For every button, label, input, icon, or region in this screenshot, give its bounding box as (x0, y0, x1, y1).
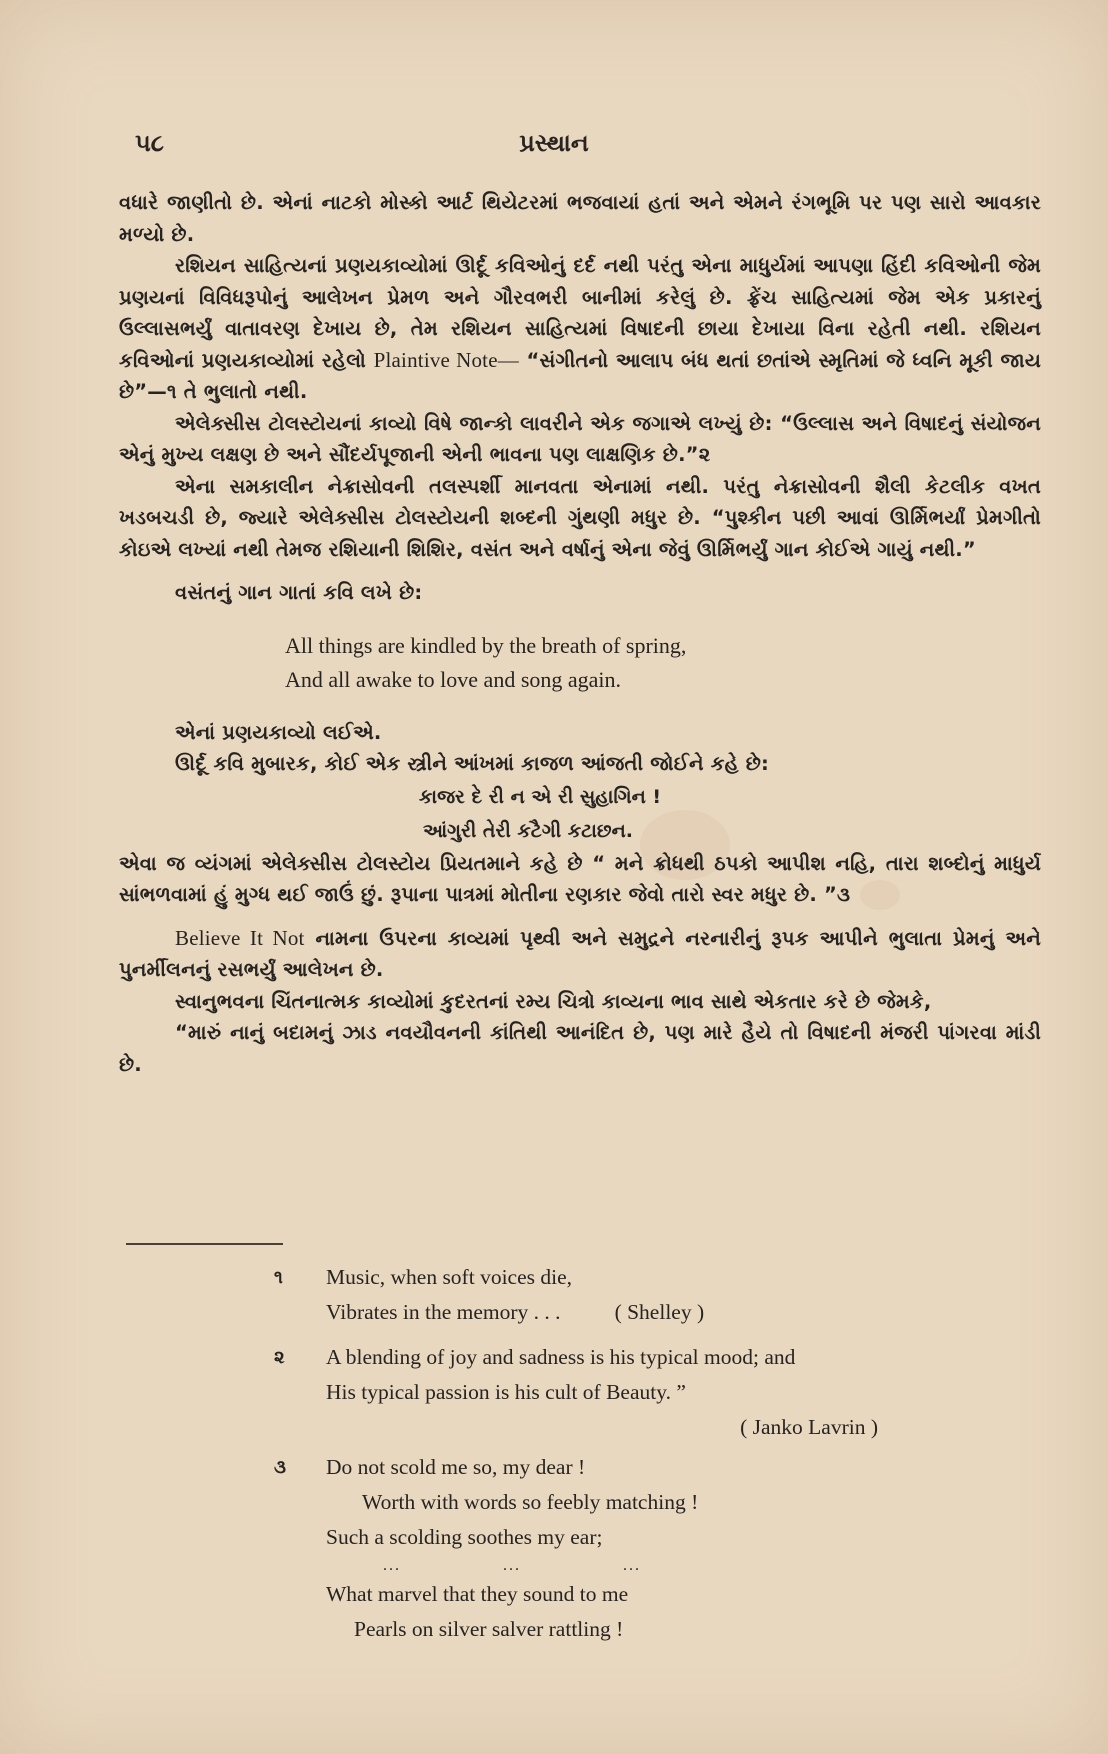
paragraph: એલેક્સીસ ટોલસ્ટોયનાં કાવ્યો વિષે જાન્કો લાવરીને એક જગાએ લખ્યું છે: “ઉલ્લાસ અને વિષાદનું સંયોજન એનું મુખ્ય લક્ષણ છે અને સૌંદર્યપૂજાની એની ભાવના પણ લાક્ષણિક છે.”૨ (119, 411, 1041, 466)
footnote-line: A blending of joy and sadness is his typical mood; and (326, 1345, 796, 1369)
verse-line: આંગુરી તેરી કટૈગી કટાછન. (423, 819, 633, 842)
footnote-line: Pearls on silver salver rattling ! (354, 1617, 624, 1641)
paragraph-text: નામના ઉપરના કાવ્યમાં પૃથ્વી અને સમુદ્રને નરનારીનું રૂપક આપીને ભુલાતા પ્રેમનું અને પુનર્મીલનનું રસભર્યું આલેખન છે. (119, 926, 1041, 981)
running-title: પ્રસ્થાન (519, 128, 589, 157)
paragraph: વસંતનું ગાન ગાતાં કવિ લખે છે: (175, 581, 423, 604)
footnote-line: Do not scold me so, my dear ! (326, 1455, 586, 1479)
footnote-text: Vibrates in the memory . . . (326, 1300, 561, 1324)
footnote-attribution: ( Shelley ) (614, 1300, 705, 1324)
paragraph-text: “સંગીતનો આલાપ બંધ થતાં છતાંએ સ્મૃતિમાં જે ધ્વનિ મૂકી જાય છે”—૧ તે ભુલાતો નથી. (119, 348, 1041, 403)
verse-line: કાજર દે રી ન એ રી સુહાગિન ! (419, 785, 662, 808)
ellipsis: ... (623, 1557, 641, 1574)
paragraph: એવા જ વ્યંગમાં એલેક્સીસ ટોલસ્ટોય પ્રિયતમાને કહે છે “ મને ક્રોધથી ઠપકો આપીશ નહિ, તારા શબ્દોનું માધુર્ય સાંભળવામાં હું મુગ્ધ થઈ જાઉં છું. રૂપાના પાત્રમાં મોતીના રણકાર જેવો તારો સ્વર મધુર છે. ”૩ (119, 851, 1041, 906)
gujarati-verse (119, 780, 1041, 848)
english-phrase: Believe It Not (175, 925, 305, 950)
ellipsis: ... (503, 1557, 521, 1574)
paragraph: સ્વાનુભવના ચિંતનાત્મક કાવ્યોમાં કુદરતનાં રમ્ય ચિત્રો કાવ્યના ભાવ સાથે એકતાર કરે છે જેમકે, (175, 989, 932, 1013)
footnote (274, 1260, 1020, 1330)
footnote-line: Music, when soft voices die, (326, 1265, 573, 1289)
ellipsis: ... (383, 1557, 401, 1574)
footnote-mark: ૧ (274, 1267, 283, 1288)
page-number: ૫૮ (135, 128, 164, 157)
footnote (274, 1340, 1020, 1445)
footnote-line: Such a scolding soothes my ear; (326, 1525, 603, 1549)
english-phrase: Plaintive Note— (373, 347, 519, 372)
footnote-line: What marvel that they sound to me (326, 1582, 629, 1606)
footnote-divider (126, 1243, 283, 1245)
footnote-mark: ૩ (274, 1457, 286, 1478)
footnote-line: His typical passion is his cult of Beauty. ” (326, 1380, 686, 1404)
footnote (274, 1450, 1020, 1647)
footnote-attribution: ( Janko Lavrin ) (740, 1415, 878, 1439)
paragraph: એના સમકાલીન નેક્રાસોવની તલસ્પર્શી માનવતા એનામાં નથી. પરંતુ નેક્રાસોવની શૈલી કેટલીક વખત ખડબચડી છે, જ્યારે એલેક્સીસ ટોલસ્ટોયની શબ્દની ગુંથણી મધુર છે. “પુશ્કીન પછી આવાં ઊર્મિભર્યાં પ્રેમગીતો કોઇએ લખ્યાં નથી તેમજ રશિયાની શિશિર, વસંત અને વર્ષાનું એના જેવું ઊર્મિભર્યું ગાન કોઈએ ગાયું નથી.” (119, 474, 1041, 561)
paragraph (119, 250, 1041, 408)
paragraph: ઊર્દૂ કવિ મુબારક, કોઈ એક સ્ત્રીને આંખમાં કાજળ આંજતી જોઈને કહે છે: (175, 752, 770, 775)
footnote-line (280, 1295, 1020, 1330)
english-verse (285, 629, 1041, 697)
footnote-mark: ૨ (274, 1347, 285, 1368)
ellipsis-row (280, 1555, 1020, 1577)
verse-line: And all awake to love and song again. (285, 666, 622, 692)
paragraph: એનાં પ્રણયકાવ્યો લઈએ. (175, 720, 382, 744)
paragraph (119, 923, 1041, 986)
verse-line: All things are kindled by the breath of spring, (285, 632, 687, 658)
paragraph-text: રશિયન સાહિત્યનાં પ્રણયકાવ્યોમાં ઊર્દૂ કવિઓનું દર્દ નથી પરંતુ એના માધુર્યમાં આપણા હિંદી કવિઓની જેમ પ્રણયનાં વિવિધરૂપોનું આલેખન પ્રેમળ અને ગૌરવભરી બાનીમાં કરેલું છે. ફ્રેંચ સાહિત્યમાં જેમ એક પ્રકારનું ઉલ્લાસભર્યું વાતાવરણ દેખાય છે, તેમ રશિયન સાહિત્યમાં વિષાદની છાયા દેખાયા વિના રહેતી નથી. રશિયન કવિઓનાં પ્રણયકાવ્યોમાં રહેલો (119, 254, 1041, 372)
paragraph: “મારું નાનું બદામનું ઝાડ નવયૌવનની કાંતિથી આનંદિત છે, પણ મારે હૈયે તો વિષાદની મંજરી પાંગરવા માંડી છે. (119, 1021, 1041, 1076)
body-text (119, 187, 1041, 1080)
footnote-line: Worth with words so feebly matching ! (362, 1490, 699, 1514)
paragraph: વધારે જાણીતો છે. એનાં નાટકો મોસ્કો આર્ટ થિયેટરમાં ભજવાયાં હતાં અને એમને રંગભૂમિ પર પણ સારો આવકાર મળ્યો છે. (119, 191, 1041, 246)
